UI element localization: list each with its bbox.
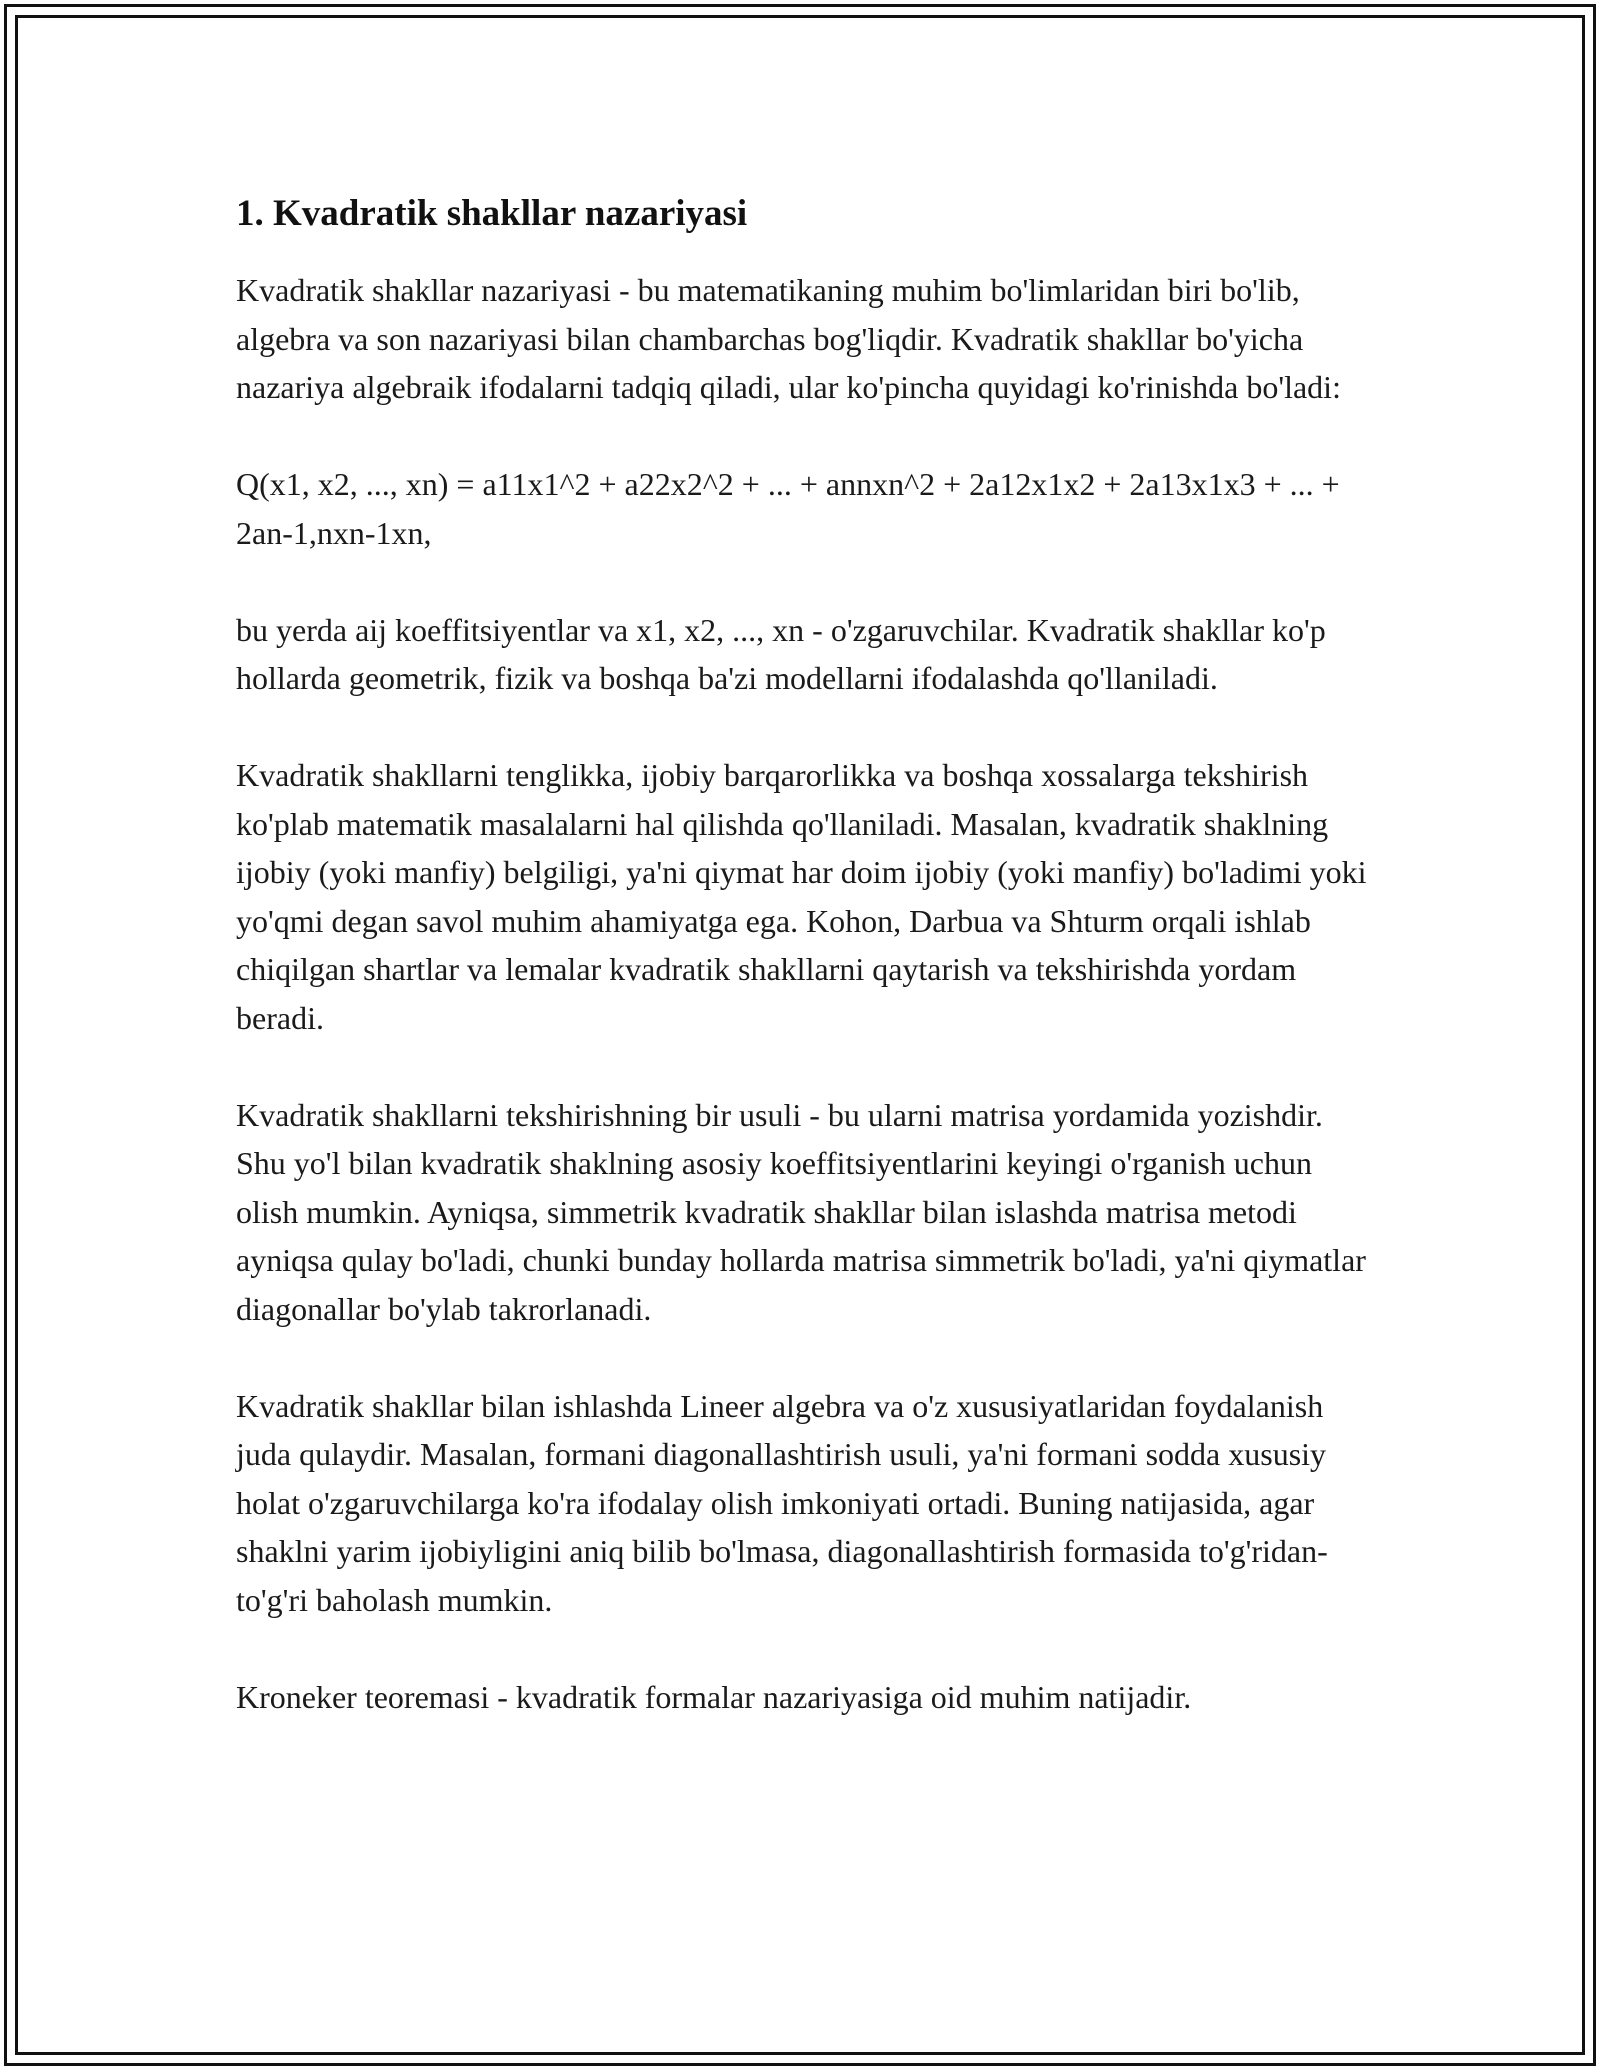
- section-heading: 1. Kvadratik shakllar nazariyasi: [236, 193, 748, 234]
- paragraph-coefficients: bu yerda aij koeffitsiyentlar va x1, x2, ..., xn - o'zgaruvchilar. Kvadratik shakllar ko'p hollarda geometrik, fizik va boshqa ba'zi modellarni ifodalashda qo'llaniladi.: [236, 611, 1326, 696]
- paragraph-formula: Q(x1, x2, ..., xn) = a11x1^2 + a22x2^2 + ... + annxn^2 + 2a12x1x2 + 2a13x1x3 + ... + 2an-1,nxn-1xn,: [236, 466, 1340, 551]
- paragraph-linear-algebra: Kvadratik shakllar bilan ishlashda Lineer algebra va o'z xususiyatlaridan foydalanish juda qulaydir. Masalan, formani diagonallashtirish usuli, ya'ni formani sodda xususiy holat o'zgaruvchilarga ko'ra ifodalay olish imkoniyati ortadi. Buning natijasida, agar shaklni yarim ijobiyligini aniq bilib bo'lmasa, diagonallashtirish formasida to'g'ridan-to'g'ri baholash mumkin.: [236, 1387, 1328, 1618]
- paragraph-matrix-method: Kvadratik shakllarni tekshirishning bir usuli - bu ularni matrisa yordamida yozishdir. Shu yo'l bilan kvadratik shaklning asosiy koeffitsiyentlarini keyingi o'rganish uchun olish mumkin. Ayniqsa, simmetrik kvadratik shakllar bilan islashda matrisa metodi ayniqsa qulay bo'ladi, chunki bunday hollarda matrisa simmetrik bo'ladi, ya'ni qiymatlar diagonallar bo'ylab takrorlanadi.: [236, 1096, 1366, 1327]
- document-body: [236, 186, 1376, 1721]
- paragraph-intro: Kvadratik shakllar nazariyasi - bu matematikaning muhim bo'limlaridan biri bo'lib, algebra va son nazariyasi bilan chambarchas bog'liqdir. Kvadratik shakllar bo'yicha nazariya algebraik ifodalarni tadqiq qiladi, ular ko'pincha quyidagi ko'rinishda bo'ladi:: [236, 272, 1341, 405]
- paragraph-definiteness: Kvadratik shakllarni tenglikka, ijobiy barqarorlikka va boshqa xossalarga tekshirish ko'plab matematik masalalarni hal qilishda qo'llaniladi. Masalan, kvadratik shaklning ijobiy (yoki manfiy) belgiligi, ya'ni qiymat har doim ijobiy (yoki manfiy) bo'ladimi yoki yo'qmi degan savol muhim ahamiyatga ega. Kohon, Darbua va Shturm orqali ishlab chiqilgan shartlar va lemalar kvadratik shakllarni qaytarish va tekshirishda yordam beradi.: [236, 757, 1367, 1036]
- paragraph-kronecker: Kroneker teoremasi - kvadratik formalar nazariyasiga oid muhim natijadir.: [236, 1678, 1192, 1715]
